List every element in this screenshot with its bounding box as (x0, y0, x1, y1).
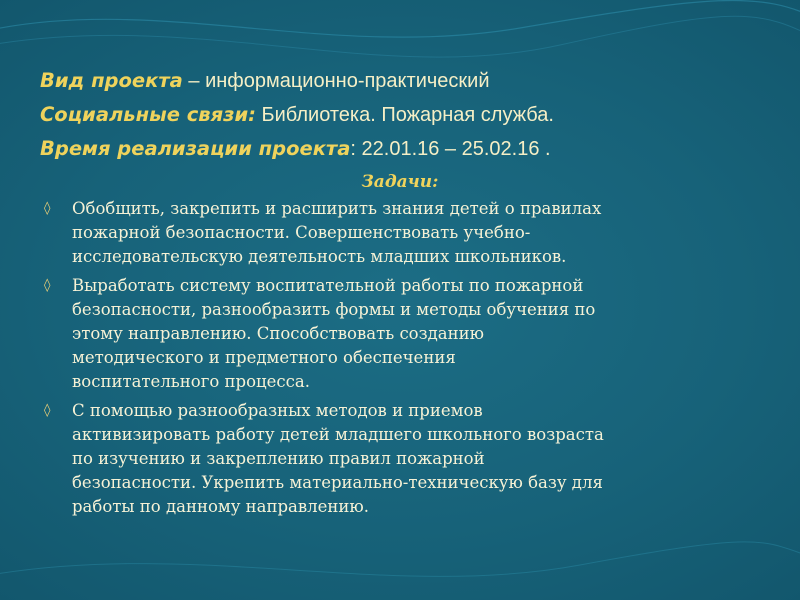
tasks-list (44, 197, 760, 524)
task-line: С помощью разнообразных методов и приемов (72, 400, 483, 420)
task-line: активизировать работу детей младшего школьного возраста (72, 424, 604, 444)
task-line: безопасности, разнообразить формы и методы обучения по (72, 299, 596, 319)
task-line: Обобщить, закрепить и расширить знания детей о правилах (72, 199, 602, 218)
social-links-line (40, 98, 780, 132)
timeframe-line (40, 132, 780, 166)
task-line: этому направлению. Способствовать созданию (72, 324, 484, 344)
diamond-outline-icon: ◊ (44, 277, 51, 293)
task-line: Выработать систему воспитательной работы по пожарной (72, 275, 584, 295)
diamond-outline-icon: ◊ (44, 402, 51, 418)
tasks-title: Задачи: (361, 172, 439, 192)
diamond-outline-icon: ◊ (44, 201, 51, 216)
timeframe-label: Время реализации проекта (40, 137, 351, 160)
project-type-value: – информационно-практический (182, 70, 490, 92)
project-type-line (40, 64, 780, 98)
social-links-value: Библиотека. Пожарная служба. (255, 104, 554, 126)
task-line: исследовательскую деятельность младших школьников. (72, 247, 567, 267)
task-line: безопасности. Укрепить материально-техническую базу для (72, 473, 603, 493)
timeframe-value: : 22.01.16 – 25.02.16 . (350, 138, 551, 160)
task-item (44, 399, 760, 520)
project-header (40, 64, 780, 166)
task-line: пожарной безопасности. Совершенствовать учебно- (72, 223, 531, 243)
task-line: по изучению и закреплению правил пожарной (72, 449, 485, 469)
task-line: методического и предметного обеспечения (72, 348, 456, 368)
social-links-label: Социальные связи: (40, 103, 256, 126)
task-item (44, 274, 760, 395)
task-item (44, 197, 760, 270)
project-type-label: Вид проекта (40, 69, 183, 92)
task-line: воспитательного процесса. (72, 372, 310, 392)
task-line: работы по данному направлению. (72, 497, 370, 517)
